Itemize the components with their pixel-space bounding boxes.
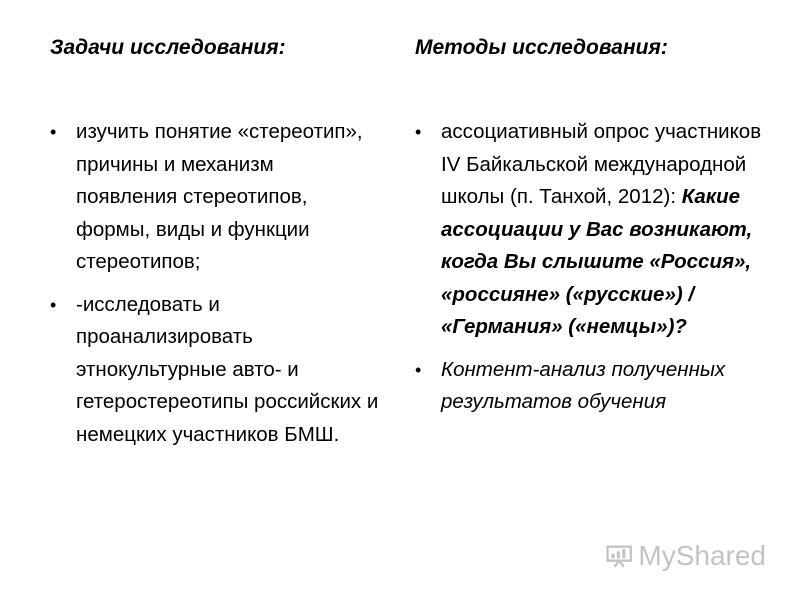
watermark-text: MyShared [638,540,766,571]
list-item [415,116,765,344]
bullet-icon: • [50,122,57,142]
list-item [50,289,380,452]
myshared-watermark [606,538,766,574]
list-item [415,354,765,419]
research-methods-column [415,34,765,429]
research-tasks-list [50,116,380,451]
research-methods-heading: Методы исследования: [415,36,668,59]
bullet-icon: • [50,294,57,315]
list-item-text: ассоциативный опрос участников IV Байкальской международной школы (п. Танхой, 2012): [441,120,762,208]
list-item-text: Контент-анализ полученных результатов обучения [441,357,726,413]
bullet-icon: • [415,359,422,380]
presentation-board-icon [606,541,632,571]
list-item-text: -исследовать и проанализировать этнокультурные авто- и гетеростереотипы российских и немецких участников БМШ. [76,292,379,446]
research-tasks-column [50,34,380,461]
bullet-icon: • [415,122,422,142]
research-tasks-heading: Задачи исследования: [50,36,286,59]
research-methods-list [415,116,765,419]
list-item-text: изучить понятие «стереотип», причины и механизм появления стереотипов, формы, виды и функции стереотипов; [76,120,363,273]
survey-question: Какие ассоциации у Вас возникают, когда Вы слышите «Россия», «россияне» («русские») / «Германия» («немцы»)? [441,185,753,338]
list-item [50,116,380,279]
